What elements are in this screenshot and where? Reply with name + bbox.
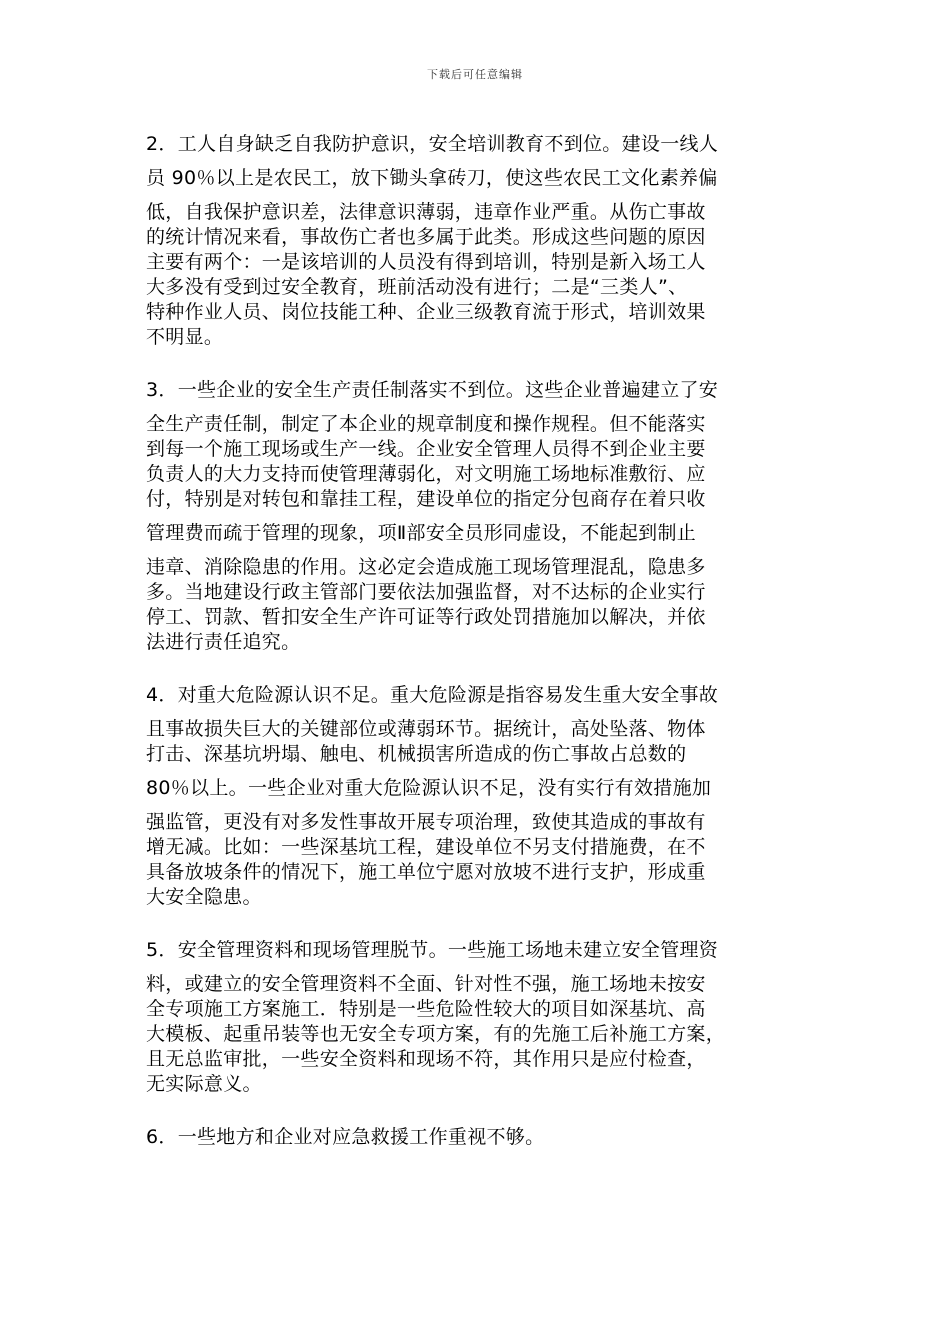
text-line: 6．一些地方和企业对应急救援工作重视不够。 (146, 1126, 545, 1148)
page-header: 下载后可任意编辑 (427, 68, 523, 81)
text-line: 主要有两个：一是该培训的人员没有得到培训，特别是新入场工人 (146, 251, 706, 273)
text-line: 负责人的大力支持而使管理薄弱化，对文明施工场地标准敷衍、应 (146, 463, 706, 485)
text-line: 强监管，更没有对多发性事故开展专项治理，致使其造成的事故有 (146, 811, 706, 833)
text-line: 停工、罚款、暂扣安全生产许可证等行政处罚措施加以解决，并依 (146, 606, 706, 628)
text-line: 特种作业人员、岗位技能工种、企业三级教育流于形式，培训效果 (146, 301, 706, 323)
text-line: 80％以上。一些企业对重大危险源认识不足，没有实行有效措施加 (146, 777, 712, 799)
text-line: 3．一些企业的安全生产责任制落实不到位。这些企业普遍建立了安 (146, 379, 719, 401)
text-line: 5．安全管理资料和现场管理脱节。一些施工场地未建立安全管理资 (146, 939, 719, 961)
document-body (146, 132, 806, 1178)
text-line: 大模板、起重吊装等也无安全专项方案，有的先施工后补施工方案， (146, 1023, 726, 1045)
text-line: 2．工人自身缺乏自我防护意识，安全培训教育不到位。建设一线人 (146, 133, 719, 155)
text-line: 料，或建立的安全管理资料不全面、针对性不强，施工场地未按安 (146, 973, 706, 995)
text-line: 大安全隐患。 (146, 886, 262, 908)
paragraph-4 (146, 683, 806, 910)
text-line: 多。当地建设行政主管部门要依法加强监督，对不达标的企业实行 (146, 581, 706, 603)
text-line: 到每一个施工现场或生产一线。企业安全管理人员得不到企业主要 (146, 438, 706, 460)
text-line: 无实际意义。 (146, 1073, 262, 1095)
text-line: 员 90％以上是农民工，放下锄头拿砖刀，使这些农民工文化素养偏 (146, 167, 718, 189)
text-line: 违章、消除隐患的作用。这必定会造成施工现场管理混乱，隐患多 (146, 556, 706, 578)
text-line: 管理费而疏于管理的现象，项Ⅱ部安全员形同虚设，不能起到制止 (146, 522, 697, 544)
text-line: 付，特别是对转包和靠挂工程，建设单位的指定分包商存在着只收 (146, 488, 706, 510)
text-line: 具备放坡条件的情况下，施工单位宁愿对放坡不进行支护，形成重 (146, 861, 706, 883)
text-line: 全生产责任制，制定了本企业的规章制度和操作规程。但不能落实 (146, 413, 706, 435)
text-line: 的统计情况来看，事故伤亡者也多属于此类。形成这些问题的原因 (146, 226, 706, 248)
paragraph-5 (146, 938, 806, 1097)
text-line: 大多没有受到过安全教育，班前活动没有进行；二是“三类人”、 (146, 276, 688, 298)
text-line: 法进行责任追究。 (146, 631, 301, 653)
text-line: 全专项施工方案施工．特别是一些危险性较大的项目如深基坑、高 (146, 998, 706, 1020)
paragraph-6 (146, 1125, 806, 1150)
text-line: 增无减。比如：一些深基坑工程，建设单位不另支付措施费，在不 (146, 836, 706, 858)
paragraph-3 (146, 378, 806, 655)
text-line: 4．对重大危险源认识不足。重大危险源是指容易发生重大安全事故 (146, 684, 719, 706)
text-line: 低，自我保护意识差，法律意识薄弱，违章作业严重。从伤亡事故 (146, 201, 706, 223)
text-line: 且事故损失巨大的关键部位或薄弱环节。据统计，高处坠落、物体 (146, 718, 706, 740)
text-line: 不明显。 (146, 326, 224, 348)
text-line: 打击、深基坑坍塌、触电、机械损害所造成的伤亡事故占总数的 (146, 743, 687, 765)
text-line: 且无总监审批，一些安全资料和现场不符，其作用只是应付检查， (146, 1048, 706, 1070)
paragraph-2 (146, 132, 806, 350)
